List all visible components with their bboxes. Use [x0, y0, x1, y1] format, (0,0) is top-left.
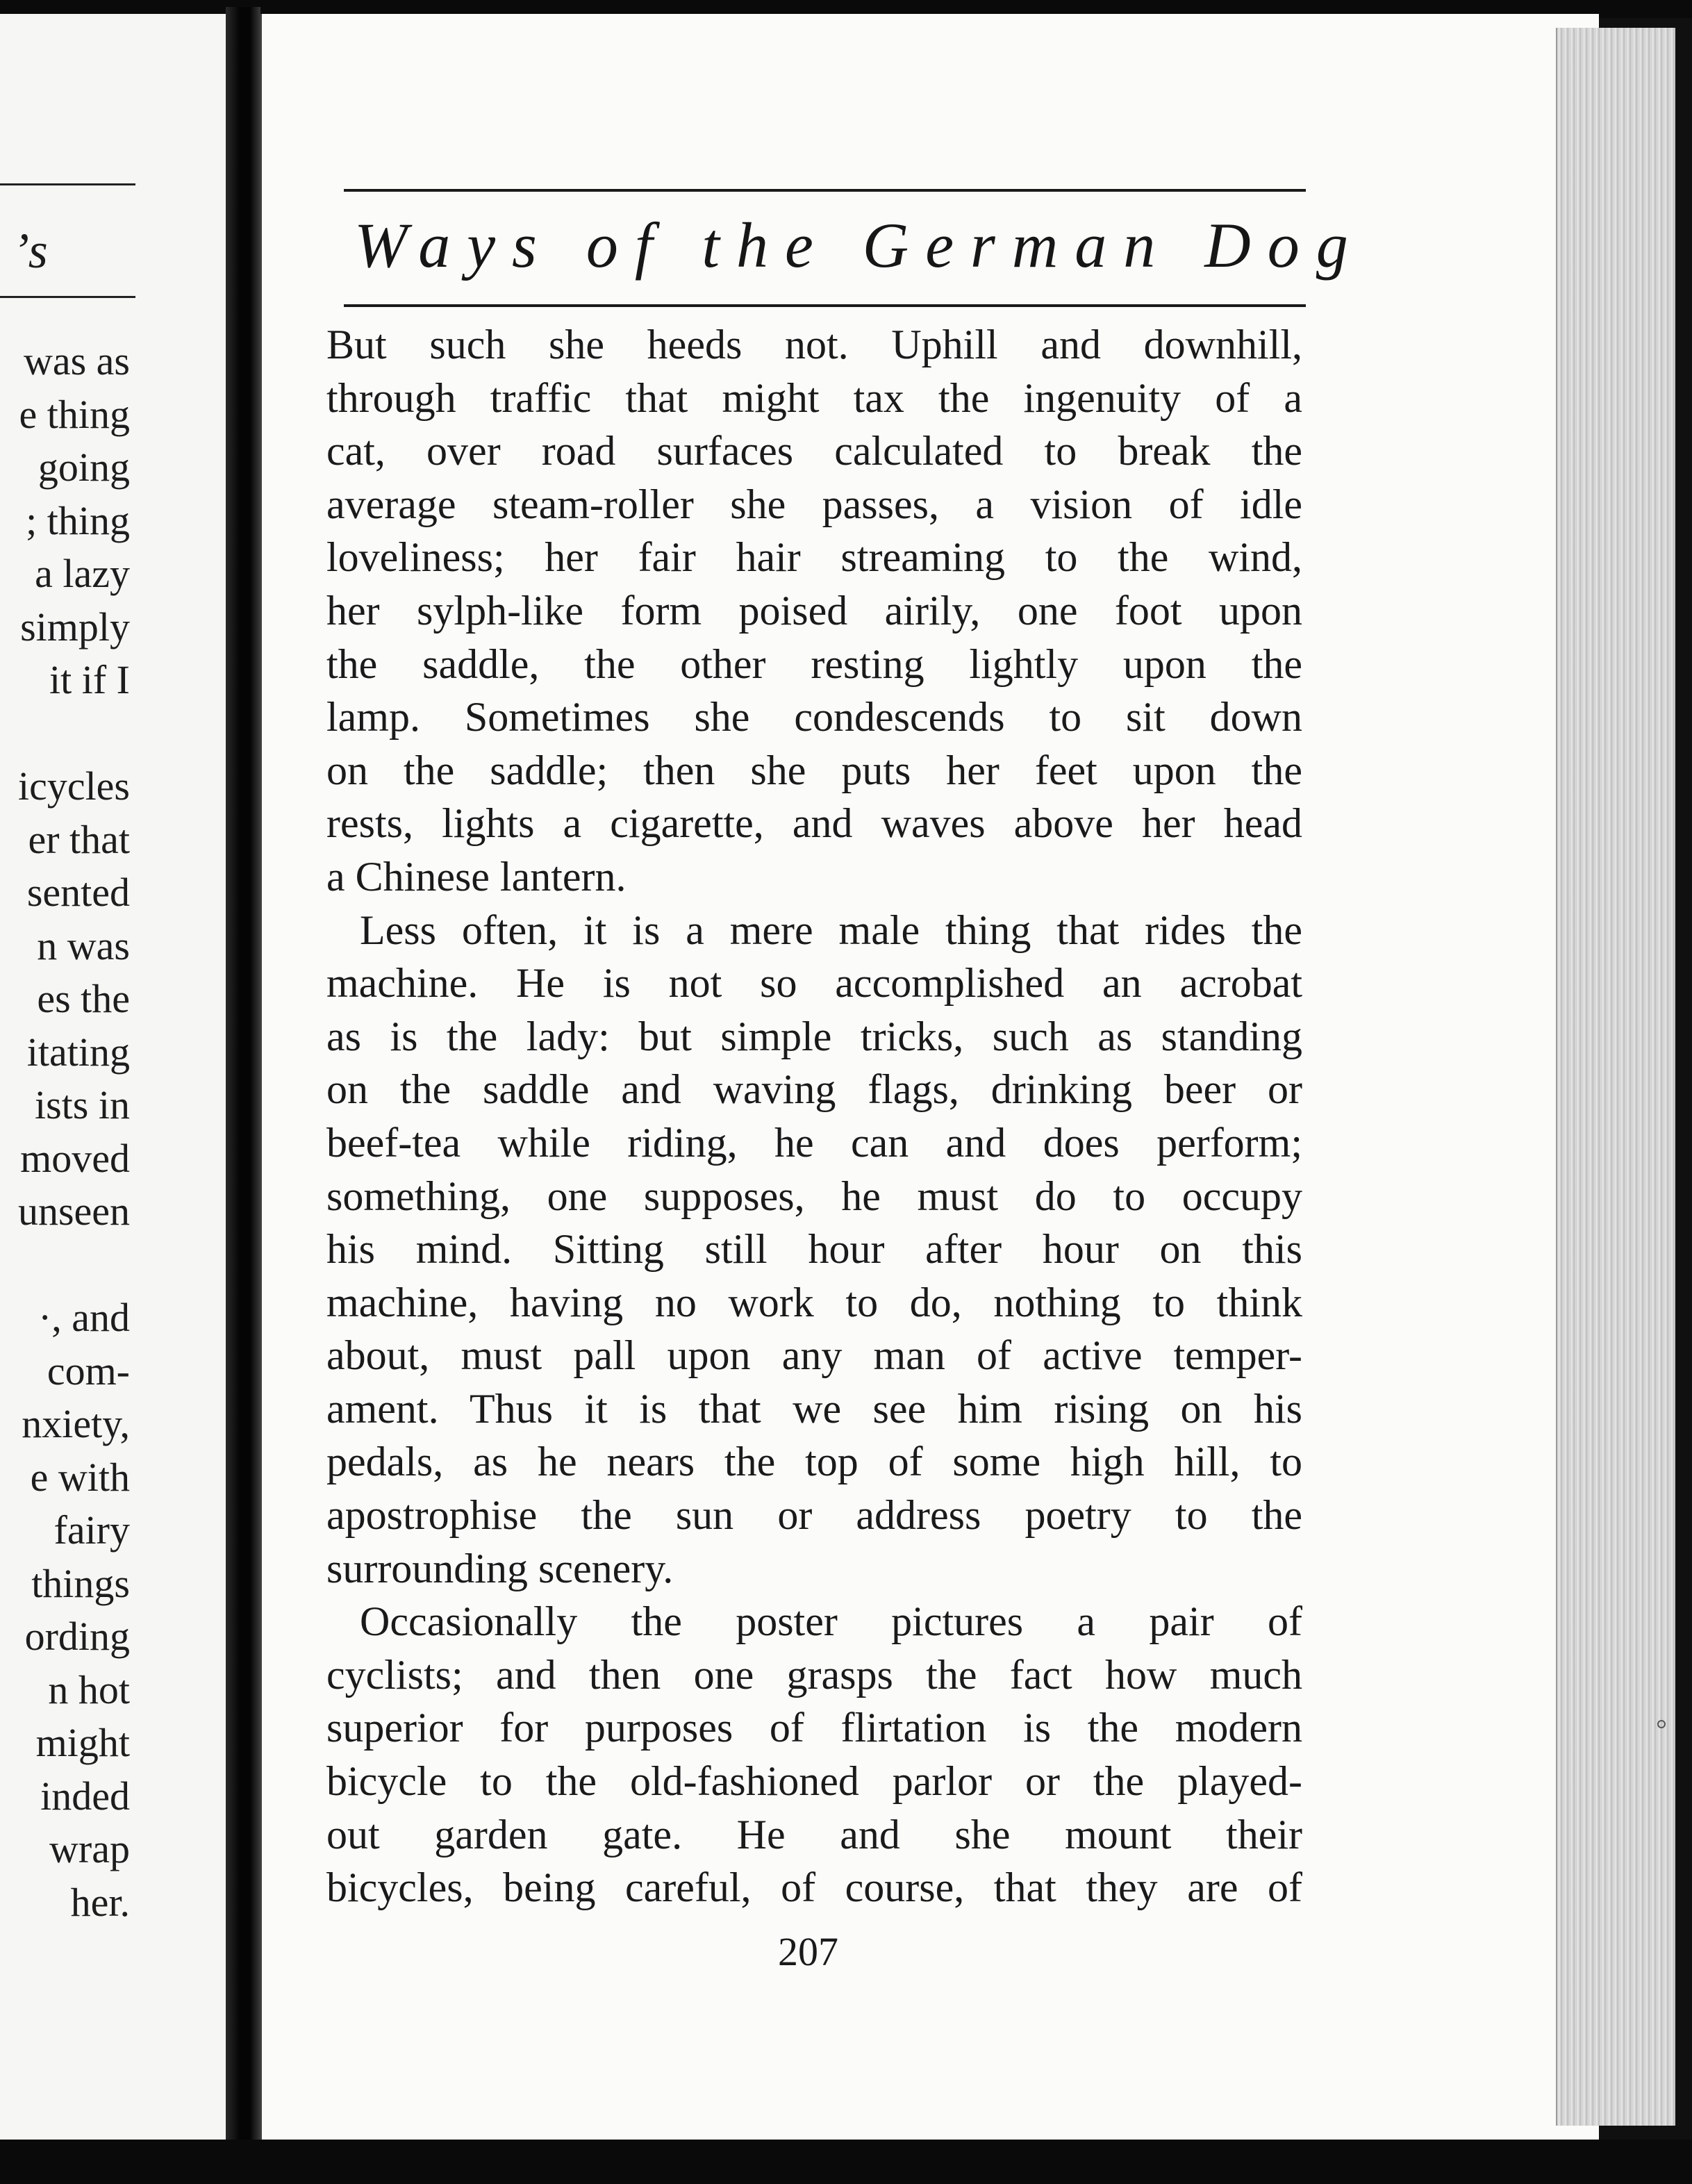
text-line: Occasionally the poster pictures a pair of	[360, 1598, 1302, 1645]
text-line: bicycles, being careful, of course, that they are of	[326, 1864, 1302, 1911]
text-line: loveliness; her fair hair streaming to the wind,	[326, 534, 1302, 581]
page-number: 207	[778, 1929, 838, 1974]
left-page-line: itating	[26, 1029, 130, 1075]
left-page-line: n hot	[48, 1666, 130, 1712]
text-line: beef-tea while riding, he can and does perform;	[326, 1119, 1302, 1166]
left-header-rule-bottom	[0, 296, 135, 298]
text-line: ament. Thus it is that we see him rising on his	[326, 1385, 1302, 1432]
left-page-line: might	[35, 1720, 130, 1765]
left-page-line: sented	[26, 870, 130, 915]
text-line: cat, over road surfaces calculated to break the	[326, 428, 1302, 474]
left-page-line: things	[31, 1560, 130, 1606]
text-line: a Chinese lantern.	[326, 853, 627, 900]
page-edges	[1556, 28, 1675, 2126]
text-line: through traffic that might tax the ingenuity of a	[326, 374, 1302, 421]
left-page-line: nxiety,	[22, 1401, 130, 1446]
text-line: the saddle, the other resting lightly upon the	[326, 640, 1302, 687]
left-page-line: wrap	[49, 1826, 130, 1871]
text-line: his mind. Sitting still hour after hour on this	[326, 1226, 1302, 1273]
header-rule-top	[344, 189, 1306, 192]
left-page-line: e with	[30, 1454, 130, 1500]
left-header-rule-top	[0, 183, 135, 185]
text-line: But such she heeds not. Uphill and downhill,	[326, 322, 1302, 367]
text-line: on the saddle; then she puts her feet upon the	[326, 747, 1302, 793]
left-page-line: ists in	[35, 1082, 130, 1127]
text-line: lamp. Sometimes she condescends to sit down	[326, 694, 1302, 741]
text-line: machine. He is not so accomplished an acrobat	[326, 960, 1302, 1007]
left-page-line: was as	[23, 338, 130, 383]
left-page-line: e thing	[19, 391, 130, 437]
text-line: cyclists; and then one grasps the fact how much	[326, 1651, 1302, 1698]
text-line: machine, having no work to do, nothing to think	[326, 1279, 1302, 1325]
left-page-line: her.	[70, 1879, 130, 1925]
text-line: her sylph-like form poised airily, one foot upon	[326, 587, 1302, 634]
text-line: something, one supposes, he must do to occupy	[326, 1173, 1302, 1219]
left-page-line: a lazy	[35, 551, 130, 596]
text-line: apostrophise the sun or address poetry to the	[326, 1492, 1302, 1539]
left-page-line: unseen	[17, 1189, 130, 1234]
left-page-line: inded	[40, 1773, 130, 1819]
left-page-line	[18, 1239, 130, 1292]
text-line: on the saddle and waving flags, drinking beer or	[326, 1066, 1302, 1113]
left-page-text	[18, 335, 130, 1929]
text-line: superior for purposes of flirtation is the modern	[326, 1705, 1302, 1751]
text-line: out garden gate. He and she mount their	[326, 1811, 1302, 1858]
left-page-line: com-	[47, 1348, 130, 1393]
left-page-line: moved	[20, 1135, 130, 1181]
left-page-line: ·, and	[38, 1295, 130, 1340]
left-page-line: fairy	[53, 1507, 130, 1553]
left-page-line	[18, 707, 130, 761]
left-running-head-fragment: ’s	[13, 223, 53, 279]
book-gutter	[226, 7, 260, 2146]
running-head: Ways of the German Dog	[354, 210, 1365, 281]
text-line: about, must pall upon any man of active temper-	[326, 1332, 1302, 1379]
text-line: as is the lady: but simple tricks, such as standing	[326, 1013, 1302, 1059]
left-page-line: n was	[37, 923, 130, 968]
scan-border-bottom	[0, 2140, 1692, 2184]
left-page-line: er that	[28, 816, 130, 862]
left-page-line: ; thing	[26, 497, 130, 543]
text-line: Less often, it is a mere male thing that rides the	[360, 907, 1302, 953]
text-line: surrounding scenery.	[326, 1545, 674, 1591]
header-rule-bottom	[344, 304, 1306, 307]
left-page-line: it if I	[49, 657, 130, 702]
left-page-line: icycles	[17, 763, 130, 809]
text-line: pedals, as he nears the top of some high hill, to	[326, 1439, 1302, 1485]
left-page-line: simply	[20, 604, 130, 650]
left-page-line: ording	[24, 1614, 130, 1659]
text-line: bicycle to the old-fashioned parlor or the played-	[326, 1758, 1302, 1805]
left-page-line: going	[38, 445, 130, 490]
text-line: average steam-roller she passes, a vision of idle	[326, 481, 1302, 527]
left-facing-page	[0, 14, 226, 2140]
text-line: rests, lights a cigarette, and waves above her head	[326, 800, 1302, 847]
scan-artifact-dot	[1657, 1720, 1666, 1728]
body-text	[326, 318, 1302, 1914]
left-page-line: es the	[37, 976, 130, 1021]
